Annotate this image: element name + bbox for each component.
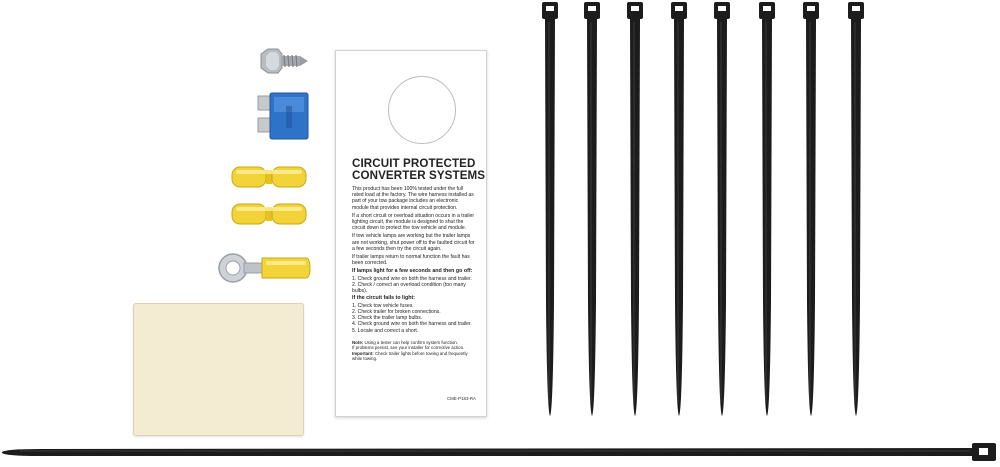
cable-tie-icon [803, 2, 819, 416]
cable-tie-icon [584, 2, 600, 416]
cable-tie-icon [848, 2, 864, 416]
tag-list-item: 2. Check / correct an overload condition (too many bulbs). [352, 282, 466, 295]
long-cable-tie-icon [2, 443, 996, 461]
tag-paragraph: If tow vehicle lamps are working but the trailer lamps are not working, shut power off to the faulted circuit for a few seconds then try the circuit again. [352, 233, 475, 252]
tag-heading: If lamps light for a few seconds and then go off: [352, 268, 473, 275]
cable-tie-icon [759, 2, 775, 416]
tag-note: Note: Using a tester can help confirm system function. [352, 339, 458, 345]
tag-heading: If the circuit fails to light: [352, 295, 415, 302]
tag-paragraph: If a short circuit or overload situation occurs in a trailer lighting circuit, the module is designed to shut the circuit down to protect the tow vehicle and module. [352, 212, 475, 232]
cable-tie-icon [627, 2, 643, 416]
tag-paragraph: If trailer lamps return to normal function the fault has been corrected. [352, 254, 470, 267]
tag-list-item: 3. Check the trailer lamp bulbs. [352, 315, 423, 322]
tag-important: Important: Check trailer lights before towing and frequently while towing. [352, 350, 468, 362]
tag-list-item: 2. Check trailer for broken connections. [352, 309, 441, 316]
tag-list-item: 1. Check tow vehicle fuses. [352, 302, 414, 309]
tag-list-item: 5. Locate and correct a short. [352, 327, 419, 334]
tag-note: If problems persist, see your installer for corrective action. [352, 345, 465, 351]
tag-part-code: CME-P183-RA [446, 396, 476, 401]
tag-list-item: 4. Check ground wire on both the harness and trailer. [352, 321, 472, 328]
tag-paragraph: This product has been 100% tested under the full rated load at the factory. The wire harness installed as part of your tow package includes an electronic module that provides internal circuit protection. [352, 186, 474, 211]
cable-tie-icon [714, 2, 730, 416]
cable-tie-icon [542, 2, 558, 416]
tag-title: CIRCUIT PROTECTED CONVERTER SYSTEMS [352, 157, 486, 182]
tag-list-item: 1. Check ground wire on both the harness and trailer. [352, 275, 472, 282]
cable-tie-icon [671, 2, 687, 416]
